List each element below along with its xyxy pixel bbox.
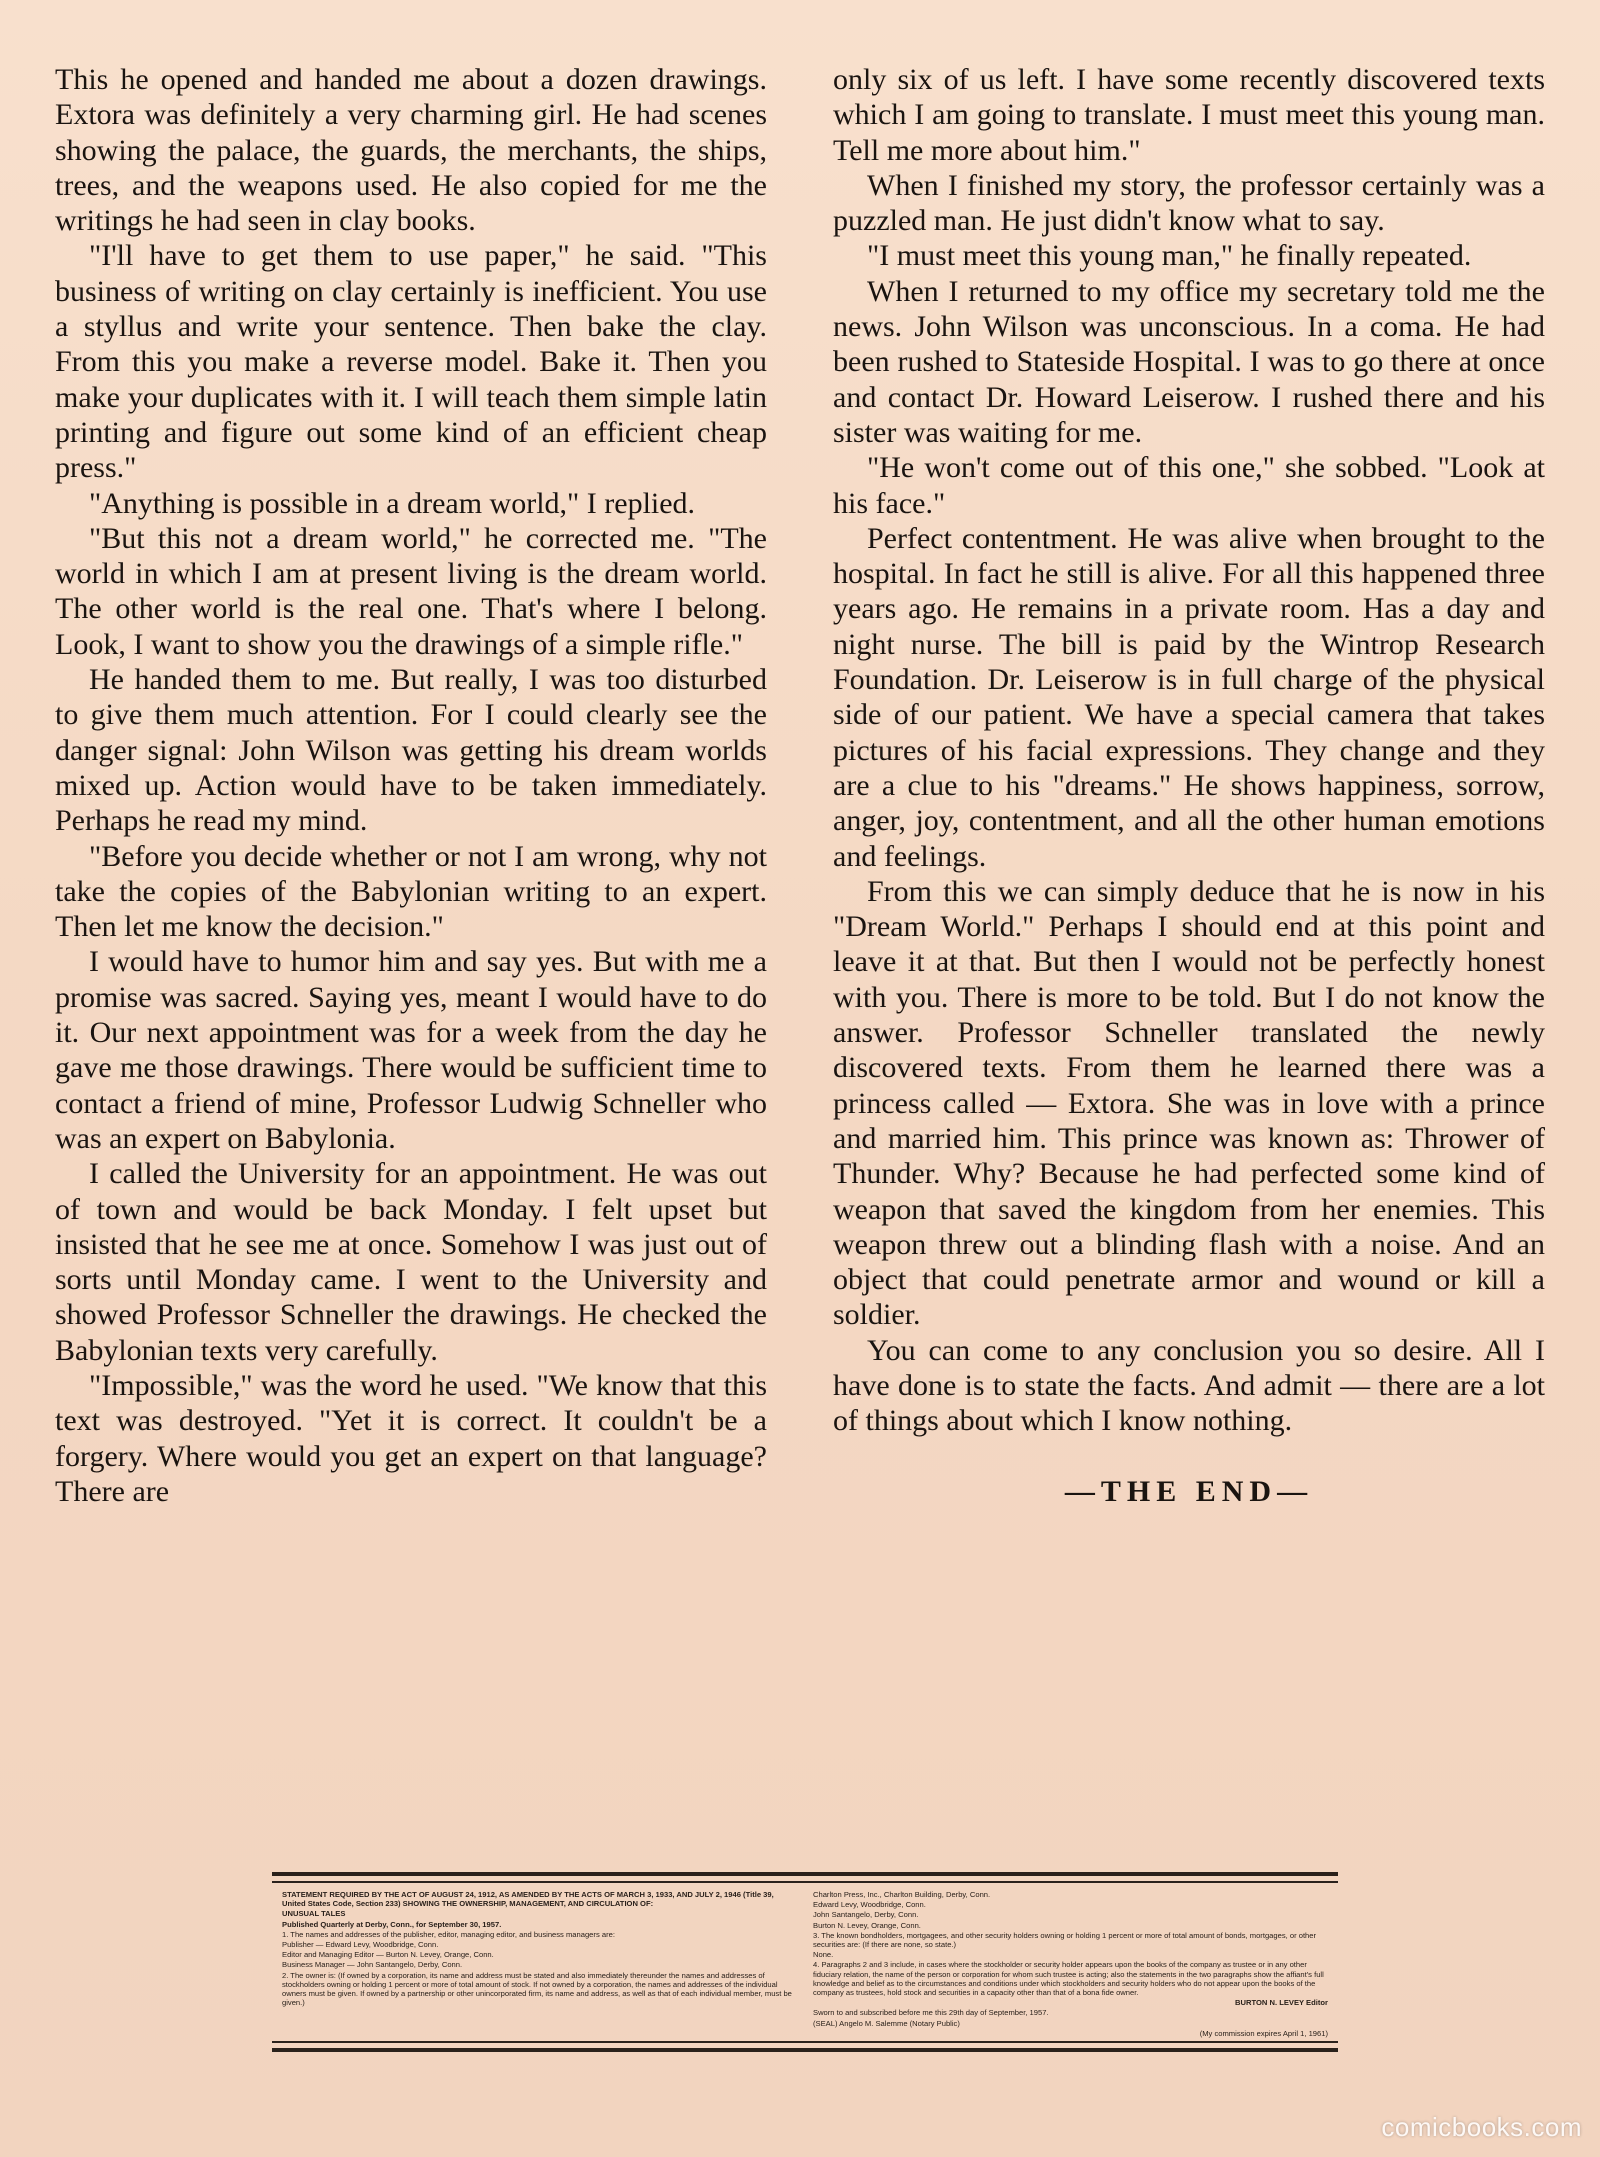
paragraph: "Before you decide whether or not I am wrong, why not take the copies of the Babylonian writing to an expert. Then let me know the decision." [55,839,767,944]
paragraph: "He won't come out of this one," she sobbed. "Look at his face." [833,451,1545,520]
statement-top-rule [272,1881,1338,1883]
paragraph: When I finished my story, the professor certainly was a puzzled man. He just didn't know what to say. [833,168,1545,238]
watermark: comicbooks.com [1381,2112,1582,2142]
right-column [833,62,1545,1842]
the-end-heading: —THE END— [1064,1474,1314,1508]
statement-line: Published Quarterly at Derby, Conn., for September 30, 1957. [282,1919,502,1929]
paragraph: I would have to humor him and say yes. But with me a promise was sacred. Saying yes, meant I would have to do it. Our next appointment was for a week from the day he gave me those drawings. There would be sufficient time to contact a friend of mine, Professor Ludwig Schneller who was an expert on Babylonia. [55,945,767,1155]
statement-line: (SEAL) Angelo M. Salemme (Notary Public) [813,2018,960,2028]
paragraph: This he opened and handed me about a dozen drawings. Extora was definitely a very charming girl. He had scenes showing the palace, the guards, the merchants, the ships, trees, and the weapons used. He also copied for me the writings he had seen in clay books. [55,63,767,238]
statement-bottom-rule [272,2041,1338,2043]
story-columns [55,62,1545,1842]
paragraph: You can come to any conclusion you so desire. All I have done is to state the facts. And admit — there are a lot of things about which I know nothing. [833,1333,1545,1438]
statement-line: Charlton Press, Inc., Charlton Building, Derby, Conn. [813,1890,991,1899]
paragraph: Perfect contentment. He was alive when brought to the hospital. In fact he still is alive. For all this happened three years ago. He remains in a private room. Has a day and night nurse. The bill is paid by the Wintrop Research Foundation. Dr. Leiserow is in full charge of the physical side of our patient. We have a special camera that takes pictures of his facial expressions. They change and they are a clue to his "dreams." He shows happiness, sorrow, anger, joy, contentment, and all the other human emotions and feelings. [833,521,1545,873]
paragraph: He handed them to me. But really, I was too disturbed to give them much attention. For I could clearly see the danger signal: John Wilson was getting his dream worlds mixed up. Action would have to be taken immediately. Perhaps he read my mind. [55,663,767,838]
statement-line: 3. The known bondholders, mortgagees, and other security holders owning or holding 1 percent or more of total amount of bonds, mortgages, or other securities are: (If there are none, so state.) [813,1930,1317,1950]
statement-line: BURTON N. LEVEY Editor [1235,1998,1328,2008]
paragraph: "Anything is possible in a dream world," I replied. [89,486,696,520]
statement-line: Publisher — Edward Levy, Woodbridge, Conn. [282,1940,439,1950]
statement-line: None. [813,1950,834,1960]
statement-line: 1. The names and addresses of the publisher, editor, managing editor, and business managers are: [282,1929,615,1939]
statement-line: Sworn to and subscribed before me this 29th day of September, 1957. [813,2008,1049,2018]
statement-line: 4. Paragraphs 2 and 3 include, in cases where the stockholder or security holder appears upon the books of the company as trustee or in any other fiduciary relation, the name of the person or corporation for whom such trustee is acting; also the statements in the two paragraphs show the affiant's full knowledge and belief as to the circumstances and conditions under which stockholders and security holders who do not appear upon the books of the company as trustees, hold stock and securities in a capacity other than that of a bona fide owner. [813,1960,1324,1998]
statement-line: Editor and Managing Editor — Burton N. Levey, Orange, Conn. [282,1950,494,1960]
paragraph: "Impossible," was the word he used. "We know that this text was destroyed. "Yet it is correct. It couldn't be a forgery. Where would you get an expert on that language? There are [55,1368,767,1508]
statement-line: (My commission expires April 1, 1961) [1199,2028,1328,2038]
paragraph: When I returned to my office my secretary told me the news. John Wilson was unconscious. In a coma. He had been rushed to Stateside Hospital. I was to go there at once and contact Dr. Howard Leiserow. I rushed there and his sister was waiting for me. [833,274,1545,449]
statement-line: 2. The owner is: (If owned by a corporation, its name and address must be stated and also immediately thereunder the names and addresses of stockholders owning or holding 1 percent or more of total amount of stock. If not owned by a corporation, the names and addresses of the individual owners must be given. If owned by a partnership or other unincorporated firm, its name and address, as well as that of each individual member, must be given.) [282,1970,792,2008]
paragraph: "I must meet this young man," he finally repeated. [867,239,1472,273]
statement-line: STATEMENT REQUIRED BY THE ACT OF AUGUST 24, 1912, AS AMENDED BY THE ACTS OF MARCH 3, 1933, AND JULY 2, 1946 (Title 39, United States Code, Section 233) SHOWING THE OWNERSHIP, MANAGEMENT, AND CIRCULATION OF: [282,1890,774,1909]
paragraph: "But this not a dream world," he corrected me. "The world in which I am at present living is the dream world. The other world is the real one. That's where I belong. Look, I want to show you the drawings of a simple rifle." [55,521,767,661]
statement-line: John Santangelo, Derby, Conn. [813,1910,919,1920]
paragraph: From this we can simply deduce that he is now in his "Dream World." Perhaps I should end at this point and leave it at that. But then I would not be perfectly honest with you. There is more to be told. But I do not know the answer. Professor Schneller translated the newly discovered texts. From them he learned there was a princess called — Extora. She was in love with a prince and married him. This prince was known as: Thrower of Thunder. Why? Because he had perfected some kind of weapon that saved the kingdom from her enemies. This weapon threw out a blinding flash with a noise. And an object that could penetrate armor and wound or kill a soldier. [833,874,1545,1332]
statement-line: Burton N. Levey, Orange, Conn. [813,1920,921,1930]
statement-line: Edward Levy, Woodbridge, Conn. [813,1900,926,1910]
paragraph: only six of us left. I have some recently discovered texts which I am going to translate. I must meet this young man. Tell me more about him." [833,63,1545,167]
paragraph: "I'll have to get them to use paper," he said. "This business of writing on clay certainly is inefficient. You use a styllus and write your sentence. Then bake the clay. From this you make a reverse model. Bake it. Then you make your duplicates with it. I will teach them simple latin printing and figure out some kind of an efficient cheap press." [55,239,767,485]
statement-left-column [282,1890,797,2040]
statement-line: Business Manager — John Santangelo, Derby, Conn. [282,1960,463,1970]
ownership-statement [272,1872,1338,2052]
statement-right-column [813,1890,1328,2040]
left-column [55,62,767,1842]
paragraph: I called the University for an appointment. He was out of town and would be back Monday. I felt upset but insisted that he see me at once. Somehow I was just out of sorts until Monday came. I went to the University and showed Professor Schneller the drawings. He checked the Babylonian texts very carefully. [55,1157,767,1367]
statement-line: UNUSUAL TALES [282,1909,346,1919]
